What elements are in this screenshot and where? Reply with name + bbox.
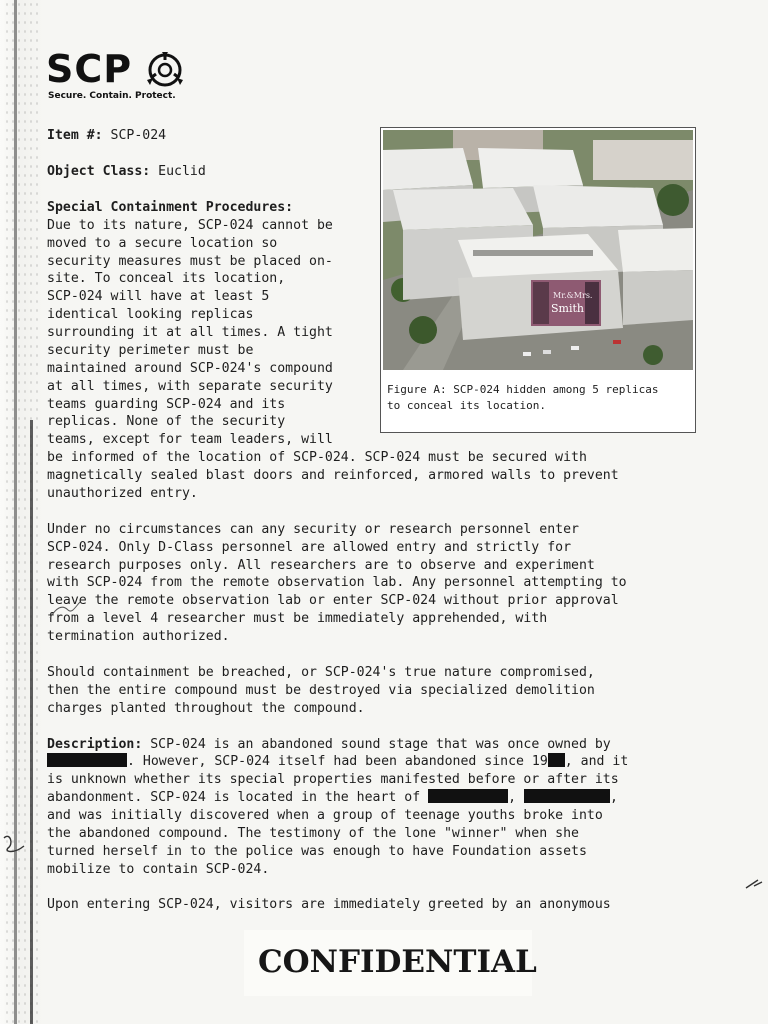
procedures-line: identical looking replicas	[47, 307, 254, 322]
procedures-line: teams guarding SCP-024 and its	[47, 397, 286, 412]
paragraph-line: Should containment be breached, or SCP-024's true nature compromised,	[47, 665, 595, 680]
procedures-heading: Special Containment Procedures:	[47, 200, 294, 215]
procedures-line: maintained around SCP-024's compound	[47, 361, 333, 376]
description-text: . However, SCP-024 itself had been abandoned since 19	[127, 754, 548, 769]
procedures-line: moved to a secure location so	[47, 236, 278, 251]
description-text: , and it	[564, 754, 629, 769]
scan-noise	[4, 0, 40, 1024]
redaction-bar	[47, 753, 127, 767]
description-text: ,	[610, 790, 618, 805]
description-line: mobilize to contain SCP-024.	[47, 862, 270, 877]
scp-logo	[46, 48, 196, 106]
stamp-text: CONFIDENTIAL	[258, 944, 537, 980]
redaction-bar	[428, 789, 508, 803]
figure-a	[380, 127, 696, 433]
caption-line: to conceal its location.	[387, 399, 546, 412]
margin-scribble-icon	[48, 598, 82, 628]
object-class-row	[47, 163, 206, 181]
procedures-line: replicas. None of the security	[47, 414, 286, 429]
procedures-line: at all times, with separate security	[47, 379, 333, 394]
redaction-bar	[524, 789, 610, 803]
figure-caption	[387, 382, 691, 414]
description-text: ,	[508, 790, 524, 805]
paragraph-line: then the entire compound must be destroyed via specialized demolition	[47, 683, 595, 698]
object-class-value: Euclid	[158, 164, 206, 179]
confidential-stamp	[244, 930, 537, 996]
description-heading: Description:	[47, 737, 143, 752]
paragraph-line: research purposes only. All researchers are to observe and experiment	[47, 558, 595, 573]
paragraph-line: termination authorized.	[47, 629, 230, 644]
description-text: SCP-024 is an abandoned sound stage that was once owned by	[142, 737, 611, 752]
paragraph-line: with SCP-024 from the remote observation lab. Any personnel attempting to	[47, 575, 627, 590]
description-text: abandonment. SCP-024 is located in the heart of	[47, 790, 429, 805]
procedures-line: teams, except for team leaders, will	[47, 432, 333, 447]
redaction-bar	[548, 753, 565, 767]
description-line: is unknown whether its special properties manifested before or after its	[47, 772, 619, 787]
description-line: the abandoned compound. The testimony of the lone "winner" when she	[47, 826, 579, 841]
procedures-line: surrounding it at all times. A tight	[47, 325, 333, 340]
aerial-photo	[383, 130, 693, 370]
paragraph-line: SCP-024. Only D-Class personnel are allowed entry and strictly for	[47, 540, 572, 555]
procedures-line: Due to its nature, SCP-024 cannot be	[47, 218, 333, 233]
binding-line-secondary	[30, 420, 33, 1024]
description-line	[47, 736, 611, 754]
description-line: Upon entering SCP-024, visitors are immediately greeted by an anonymous	[47, 897, 611, 912]
procedures-line: security perimeter must be	[47, 343, 254, 358]
procedures-line: site. To conceal its location,	[47, 271, 286, 286]
billboard-line2: Smith	[551, 302, 584, 315]
procedures-line: SCP-024 will have at least 5	[47, 289, 270, 304]
procedures-line: be informed of the location of SCP-024. SCP-024 must be secured with	[47, 450, 587, 465]
description-line: and was initially discovered when a group of teenage youths broke into	[47, 808, 603, 823]
caption-line: Figure A: SCP-024 hidden among 5 replicas	[387, 383, 659, 396]
scp-emblem-icon	[144, 52, 186, 88]
description-line	[47, 753, 628, 771]
logo-wordmark: SCP	[46, 47, 133, 91]
description-line: turned herself in to the police was enough to have Foundation assets	[47, 844, 587, 859]
margin-scribble-icon	[0, 830, 30, 860]
margin-mark-icon	[744, 876, 764, 892]
logo-tagline: Secure. Contain. Protect.	[48, 91, 176, 101]
binding-line	[14, 0, 17, 1024]
description-line	[47, 789, 618, 807]
procedures-line: security measures must be placed on-	[47, 254, 333, 269]
object-class-label: Object Class:	[47, 164, 151, 179]
paragraph-line: leave the remote observation lab or enter SCP-024 without prior approval	[47, 593, 619, 608]
item-number-value: SCP-024	[110, 128, 167, 143]
paragraph-line: from a level 4 researcher must be immediately apprehended, with	[47, 611, 548, 626]
paragraph-line: charges planted throughout the compound.	[47, 701, 365, 716]
procedures-line: magnetically sealed blast doors and reinforced, armored walls to prevent	[47, 468, 619, 483]
paragraph-line: Under no circumstances can any security or research personnel enter	[47, 522, 579, 537]
procedures-line: unauthorized entry.	[47, 486, 198, 501]
item-number-label: Item #:	[47, 128, 103, 143]
item-number-row	[47, 127, 166, 145]
billboard-line1: Mr.&Mrs.	[553, 291, 593, 300]
